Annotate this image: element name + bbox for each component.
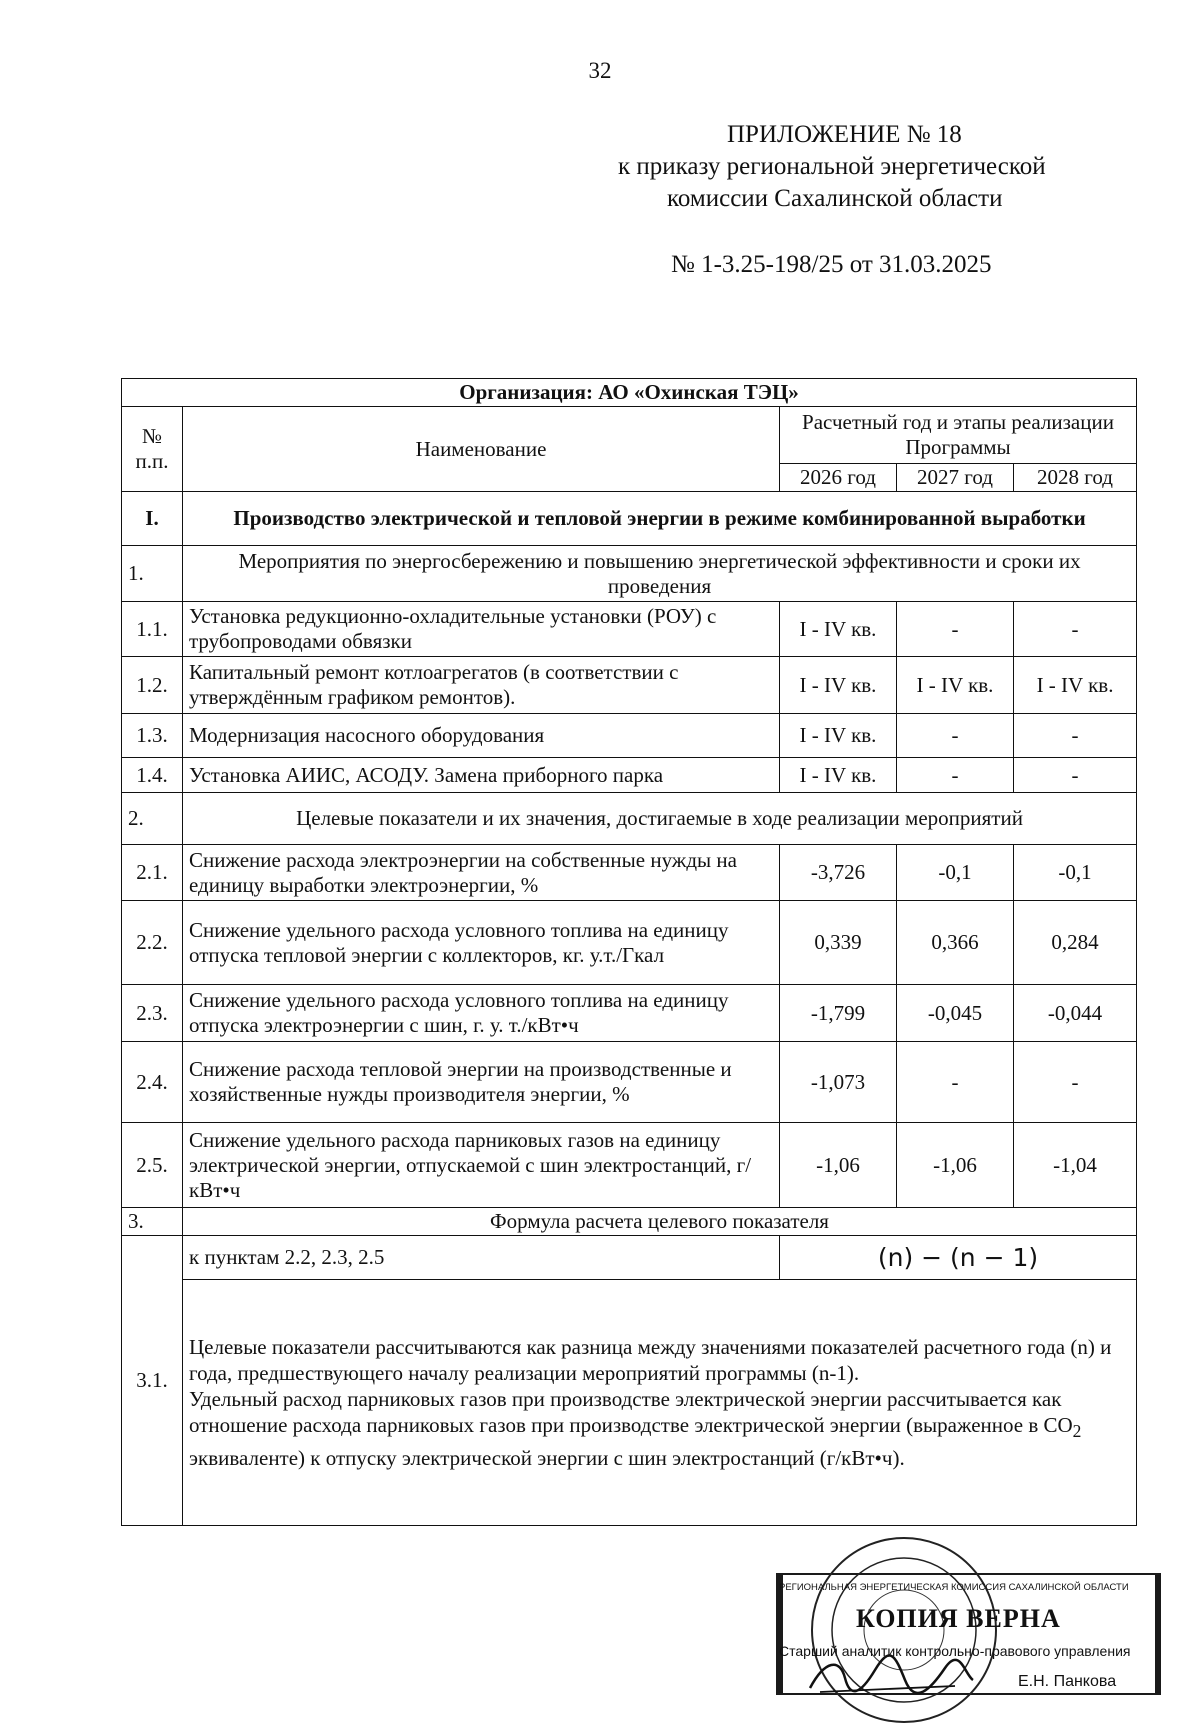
value-cell: -	[1014, 1042, 1137, 1123]
row-number: 1.4.	[122, 758, 183, 793]
value-cell: I - IV кв.	[780, 657, 897, 714]
value-cell: -0,1	[1014, 845, 1137, 901]
section-title: Производство электрической и тепловой энергии в режиме комбинированной выработки	[183, 492, 1137, 546]
col-header-number: № п.п.	[122, 407, 183, 492]
order-number: № 1-3.25-198/25 от 31.03.2025	[671, 251, 992, 278]
stamp-organization: РЕГИОНАЛЬНАЯ ЭНЕРГЕТИЧЕСКАЯ КОМИССИЯ САХАЛИНСКОЙ ОБЛАСТИ	[779, 1582, 1129, 1593]
row-number: 2.1.	[122, 845, 183, 901]
value-cell: -	[1014, 714, 1137, 758]
co2-subscript: 2	[1072, 1421, 1082, 1442]
note-text	[183, 1280, 1137, 1526]
row-name: Установка редукционно-охладительные установки (РОУ) с трубопроводами обвязки	[183, 602, 780, 657]
table-row	[122, 985, 1137, 1042]
year-header: 2028 год	[1014, 464, 1137, 492]
value-cell: I - IV кв.	[780, 758, 897, 793]
table-row	[122, 758, 1137, 793]
stamp-position: Старший аналитик контрольно-правового управления	[779, 1643, 1131, 1659]
group-number: 2.	[122, 793, 183, 845]
org-row	[122, 379, 1137, 407]
row-name: Капитальный ремонт котлоагрегатов (в соответствии с утверждённым графиком ремонтов).	[183, 657, 780, 714]
value-cell: I - IV кв.	[1014, 657, 1137, 714]
year-header: 2027 год	[897, 464, 1014, 492]
row-number: 2.4.	[122, 1042, 183, 1123]
value-cell: I - IV кв.	[897, 657, 1014, 714]
value-cell: I - IV кв.	[780, 714, 897, 758]
note-text-before: Удельный расход парниковых газов при производстве электрической энергии рассчитывается как отношение расхода парниковых газов при производстве электрической энергии (выраженное в СО	[189, 1387, 1073, 1438]
note-paragraph-2	[189, 1386, 1130, 1470]
value-cell: 0,284	[1014, 901, 1137, 985]
section-row	[122, 492, 1137, 546]
formula-row	[122, 1236, 1137, 1280]
appendix-title: ПРИЛОЖЕНИЕ № 18	[727, 121, 962, 148]
row-name: Установка АИИС, АСОДУ. Замена приборного парка	[183, 758, 780, 793]
note-paragraph-1: Целевые показатели рассчитываются как разница между значениями показателей расчетного года (n) и года, предшествующего началу реализации мероприятий программы (n-1).	[189, 1335, 1112, 1386]
table-row	[122, 1042, 1137, 1123]
value-cell: -	[1014, 758, 1137, 793]
note-text-after: эквиваленте) к отпуску электрической энергии с шин электростанций (г/кВт•ч).	[189, 1445, 905, 1470]
organization-name: Организация: АО «Охинская ТЭЦ»	[122, 379, 1137, 407]
col-header-period: Расчетный год и этапы реализации Программы	[780, 407, 1137, 464]
table-row	[122, 845, 1137, 901]
value-cell: -	[897, 758, 1014, 793]
row-number: 1.3.	[122, 714, 183, 758]
value-cell: 0,339	[780, 901, 897, 985]
signature	[805, 1650, 975, 1700]
row-number: 1.1.	[122, 602, 183, 657]
stamp-signer-name: Е.Н. Панкова	[1018, 1673, 1117, 1690]
row-name: Снижение расхода электроэнергии на собственные нужды на единицу выработки электроэнергии, %	[183, 845, 780, 901]
value-cell: -	[1014, 602, 1137, 657]
value-cell: -	[897, 1042, 1014, 1123]
value-cell: -0,1	[897, 845, 1014, 901]
group-row	[122, 546, 1137, 602]
value-cell: I - IV кв.	[780, 602, 897, 657]
row-name: Снижение удельного расхода условного топлива на единицу отпуска электроэнергии с шин, г. у. т./кВт•ч	[183, 985, 780, 1042]
section-number: I.	[122, 492, 183, 546]
formula-label: к пунктам 2.2, 2.3, 2.5	[183, 1236, 780, 1280]
stamp-copy-verified: КОПИЯ ВЕРНА	[856, 1604, 1061, 1633]
group-title: Мероприятия по энергосбережению и повышению энергетической эффективности и сроки их проведения	[183, 546, 1137, 602]
header-row	[122, 407, 1137, 464]
note-row	[122, 1280, 1137, 1526]
value-cell: -1,04	[1014, 1123, 1137, 1208]
table-row	[122, 602, 1137, 657]
row-number: 2.5.	[122, 1123, 183, 1208]
table-row	[122, 901, 1137, 985]
row-name: Модернизация насосного оборудования	[183, 714, 780, 758]
row-name: Снижение удельного расхода условного топлива на единицу отпуска тепловой энергии с коллекторов, кг. у.т./Гкал	[183, 901, 780, 985]
value-cell: -1,073	[780, 1042, 897, 1123]
value-cell: -0,045	[897, 985, 1014, 1042]
row-number: 2.2.	[122, 901, 183, 985]
row-number: 3.1.	[122, 1236, 183, 1526]
value-cell: -	[897, 714, 1014, 758]
value-cell: -1,06	[780, 1123, 897, 1208]
group-number: 3.	[122, 1208, 183, 1236]
row-number: 1.2.	[122, 657, 183, 714]
col-header-name: Наименование	[183, 407, 780, 492]
group-number: 1.	[122, 546, 183, 602]
appendix-subtitle-line2: комиссии Сахалинской области	[667, 185, 1003, 212]
row-name: Снижение расхода тепловой энергии на производственные и хозяйственные нужды производителя энергии, %	[183, 1042, 780, 1123]
table-row	[122, 657, 1137, 714]
table-row	[122, 714, 1137, 758]
table-row	[122, 1123, 1137, 1208]
group-row	[122, 793, 1137, 845]
group-row	[122, 1208, 1137, 1236]
group-title: Формула расчета целевого показателя	[183, 1208, 1137, 1236]
value-cell: -1,799	[780, 985, 897, 1042]
group-title: Целевые показатели и их значения, достигаемые в ходе реализации мероприятий	[183, 793, 1137, 845]
row-number: 2.3.	[122, 985, 183, 1042]
year-header: 2026 год	[780, 464, 897, 492]
value-cell: -1,06	[897, 1123, 1014, 1208]
value-cell: -3,726	[780, 845, 897, 901]
page-number: 32	[588, 58, 612, 83]
appendix-subtitle-line1: к приказу региональной энергетической	[618, 153, 1046, 180]
value-cell: -	[897, 602, 1014, 657]
value-cell: -0,044	[1014, 985, 1137, 1042]
formula: (n) − (n − 1)	[780, 1236, 1137, 1280]
value-cell: 0,366	[897, 901, 1014, 985]
row-name: Снижение удельного расхода парниковых газов на единицу электрической энергии, отпускаемой с шин электростанций, г/кВт•ч	[183, 1123, 780, 1208]
program-table	[121, 378, 1137, 1526]
